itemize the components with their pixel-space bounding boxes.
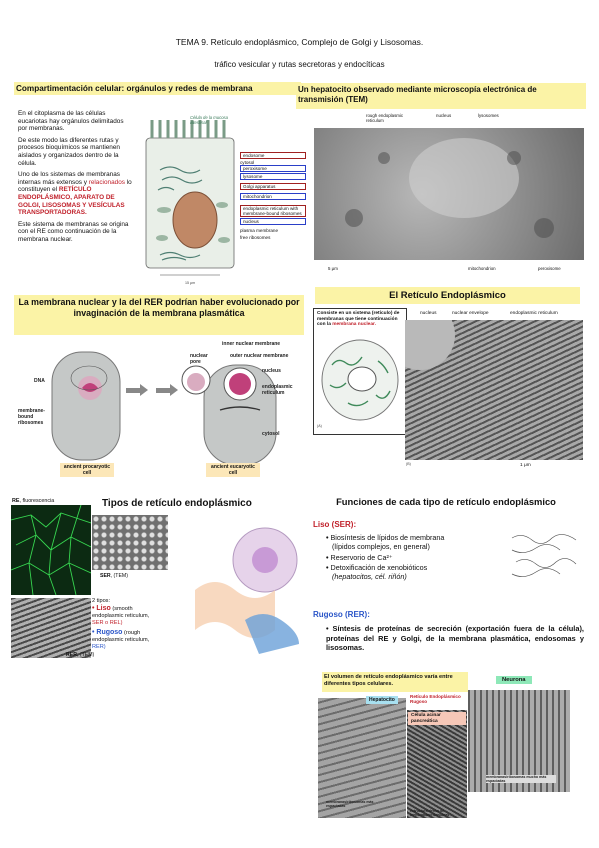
label-cytosol-evo: cytosol (262, 431, 280, 437)
er-note: Consiste en un sistema (retículo) de membranas que tiene continuación con la membrana nuclear. (317, 311, 400, 328)
label-procaryotic-cell: ancient procaryotic cell (60, 463, 114, 477)
cap-acinar: estructura densa de membranas/ribosomas (410, 809, 450, 817)
label-nuclear-pore: nuclear pore (190, 353, 208, 365)
label-free-ribosomes: free ribosomes (240, 235, 271, 240)
label-plasma-membrane: plasma membrane (240, 228, 279, 233)
volume-note: El volumen de retículo endoplásmico varía entre diferentes tipos celulares. (322, 672, 468, 692)
re-fluor-label: RE, fluorescencia (12, 498, 55, 504)
panel1-p2: De este modo las diferentes rutas y procesos bioquímicos se mantienen aislados y organizados dentro de la célula. (18, 136, 120, 167)
liso-functions: • Biosíntesis de lípidos de membrana (lípidos complejos, en general) • Reservorio de Ca²⁺ • Detoxificación de xenobióticos (hepatocitos, cél. riñón) (326, 533, 445, 582)
label-cytosol: cytosol (240, 160, 255, 165)
acinar-label: Célula acinar pancreática (408, 712, 466, 725)
er-3d-illustration (195, 520, 300, 660)
ser-tem-image (92, 515, 168, 570)
page-subtitle: tráfico vesicular y rutas secretoras y endocíticas (214, 60, 385, 69)
label-endosome: endosome (240, 152, 306, 159)
panel1-heading: Compartimentación celular: orgánulos y redes de membrana (14, 82, 301, 95)
panel6-heading: Funciones de cada tipo de retículo endoplásmico (336, 496, 556, 507)
tem-label-mito: mitochondrion (468, 266, 496, 271)
label-peroxisome: peroxisome (240, 165, 306, 172)
panel4-heading: El Retículo Endoplásmico (315, 287, 580, 304)
label-er-evo: endoplasmic reticulum (262, 384, 293, 396)
rer-label: RER, (TEM) (66, 652, 95, 658)
legend-rer: Retículo Endoplásmico Rugoso (410, 694, 461, 705)
rer-tem-image (11, 598, 91, 658)
label-membrane-ribosomes: membrane-bound ribosomes (18, 408, 45, 426)
er-types-list: 2 tipos: • Liso (smooth endoplasmic reticulum, SER o REL) • Rugoso (rough endoplasmic reticulum, RER) (92, 598, 150, 650)
hepatocyte-tem-image (314, 128, 584, 260)
evolution-diagram (14, 340, 314, 480)
acinar-image (407, 710, 467, 818)
label-outer-nuclear-membrane: outer nuclear membrane (230, 353, 289, 359)
panel1-text (18, 110, 133, 244)
label-nucleus: nucleus (240, 218, 306, 225)
cap-hepatocyte: membranas/ribosomas más espaciadas (326, 800, 374, 808)
diagram-scale: 15 μm (185, 281, 196, 285)
label-golgi: Golgi apparatus (240, 183, 306, 190)
rugoso-title: Rugoso (RER): (313, 610, 370, 619)
er-schematic (313, 308, 407, 435)
cell-labels (240, 152, 306, 240)
panel2-heading: Un hepatocito observado mediante microscopía electrónica de transmisión (TEM) (296, 83, 586, 109)
re-fluorescence-image (11, 505, 91, 595)
tem-scale: 5 μm (328, 266, 338, 271)
diagram-note: Célula de la mucosa intestinal (190, 115, 228, 125)
fig-b: (B) (406, 462, 411, 466)
cap-neuron: membranas/ribosomas mucho más espaciadas (486, 775, 556, 783)
hepatocito-label: Hepatocito (366, 696, 398, 704)
neurona-label: Neurona (496, 676, 532, 684)
panel5-heading: Tipos de retículo endoplásmico (102, 498, 252, 509)
ser-sketch (508, 528, 584, 593)
panel1-p3: Uno de los sistemas de membranas internas más extensos y relacionados lo constituyen el RETÍCULO ENDOPLÁSMICO, APARATO DE GOLGI, LISOSOMAS Y VESÍCULAS TRANSPORTADORAS. (18, 171, 132, 217)
label-dna: DNA (34, 378, 45, 384)
label-mitochondrion: mitochondrion (240, 193, 306, 200)
rugoso-functions: • Síntesis de proteínas de secreción (exportación fuera de la célula), proteínas del RE y Golgi, de la membrana plasmática, endosomas y lisosomas. (326, 624, 584, 653)
label-er: endoplasmic reticulum with membrane-bound ribosomes (240, 205, 306, 217)
tem-label-perox: peroxisome (538, 266, 561, 271)
er-tem-image (405, 320, 583, 460)
ser-label: SER, (TEM) (100, 573, 128, 579)
panel3-heading: La membrana nuclear y la del RER podrían haber evolucionado por invaginación de la membrana plasmática (14, 295, 304, 335)
label-inner-nuclear-membrane: inner nuclear membrane (222, 341, 281, 347)
panel1-p4: Este sistema de membranas se origina con el RE como continuación de la membrana nuclear. (18, 220, 129, 243)
panel1-p1: En el citoplasma de las células eucariotas hay orgánulos delimitados por membranas. (18, 110, 124, 133)
er-scale: 1 μm (520, 463, 531, 468)
intestinal-cell-diagram (140, 110, 240, 280)
label-lysosome: lysosome (240, 173, 306, 180)
liso-title: Liso (SER): (313, 520, 357, 529)
page-title: TEMA 9. Retículo endoplásmico, Complejo de Golgi y Lisosomas. (175, 37, 424, 47)
label-nucleus-evo: nucleus (262, 368, 281, 374)
fig-a: (A) (317, 424, 322, 428)
label-eucaryotic-cell: ancient eucaryotic cell (206, 463, 260, 477)
